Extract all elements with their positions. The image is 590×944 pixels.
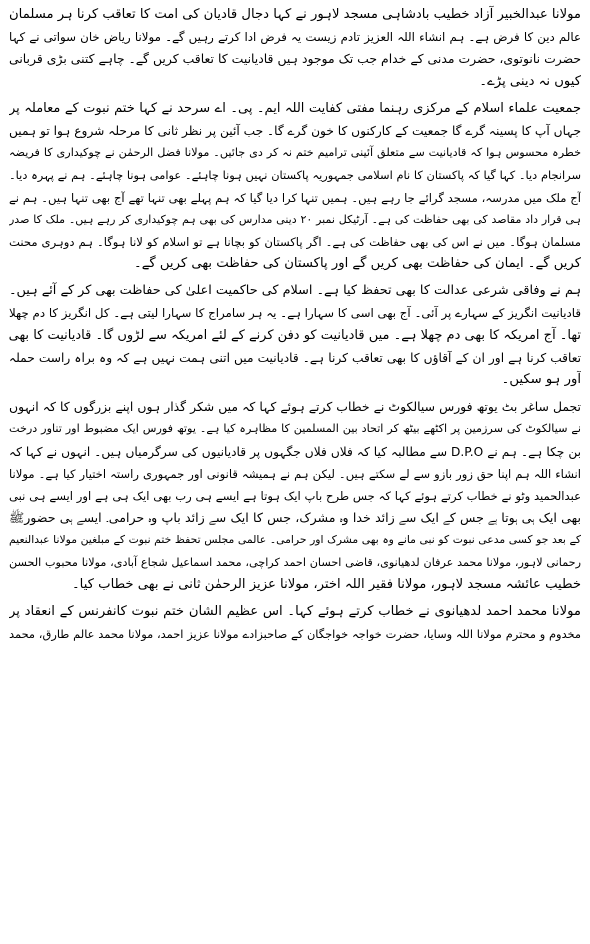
paragraph-abdul-khabir [9, 4, 581, 93]
text-line: حضرت نانوتوی، حضرت مدنی کے خدام جب تک موجود ہیں قادیانیت کا تعاقب کریں گے۔ چاہے کتنی بڑی قربانی [9, 51, 581, 67]
text-line: آور ہو سکیں۔ [501, 372, 581, 387]
text-line: خطرہ محسوس ہوا کہ قادیانیت سے متعلق آئینی ترامیم ختم نہ کر دی جائیں۔ مولانا فضل الرحمٰن نے چوکیداری کا فریضہ [9, 146, 581, 160]
text-line: مسلمان ہوگا۔ میں نے اس کی بھی حفاظت کی ہے۔ اگر پاکستان کو بچانا ہے تو اسلام کو لانا ہوگا۔ ہم دوہری محنت [9, 234, 581, 249]
text-line: مولانا عبدالخبیر آزاد خطیب بادشاہی مسجد لاہور نے کہا دجال قادیان کی امت کا تعاقب کرنا ہر مسلمان [9, 7, 581, 22]
text-line: سرانجام دیا۔ کہا گیا کہ پاکستان کا نام اسلامی جمہوریہ پاکستان نہیں ہونا چاہئے۔ عوامی ہونا چاہئے۔ ہم نے پہرہ دیا۔ [9, 168, 581, 183]
paragraph-shariat-court [9, 280, 581, 391]
text-line: عبدالحمید وٹو نے خطاب کرتے ہوئے کہا کہ جس طرح باپ ایک ہوتا ہے ایسے ہی رب بھی ایک ہی ہے اور ایسے ہی نبی [9, 488, 581, 503]
text-line: ہم نے وفاقی شرعی عدالت کا بھی تحفظ کیا ہے۔ اسلام کی حاکمیت اعلیٰ کی حفاظت بھی کر کے آئے ہیں۔ [9, 283, 581, 299]
text-line: کریں گے۔ ایمان کی حفاظت بھی کریں گے اور پاکستان کی حفاظت بھی کریں گے۔ [133, 256, 581, 272]
text-line: نے سیالکوٹ کی سرزمین پر اکٹھے بیٹھ کر اتحاد بین المسلمین کا مظاہرہ کیا ہے۔ یوتھ فورس ایک مضبوط اور تناور درخت [9, 422, 581, 436]
text-line: انشاء اللہ ہم اپنا حق زور بازو سے لے سکتے ہیں۔ لیکن ہم نے ہمیشہ قانونی اور جمہوری راستہ اختیار کیا ہے۔ مولانا [9, 466, 581, 481]
text-line: تھا۔ آج امریکہ کا بھی دم چھلا ہے۔ میں قادیانیت کو دفن کرنے کے لئے امریکہ سے لڑوں گا۔ قادیانیت کا بھی [9, 327, 581, 343]
text-line: بن چکا ہے۔ ہم نے D.P.O سے مطالبہ کیا کہ فلاں فلاں جگہوں پر قادیانیوں کی سرگرمیاں ہیں۔ انہوں نے کہا کہ [9, 444, 581, 459]
text-line: مخدوم و محترم مولانا اللہ وسایا، حضرت خواجہ خواجگان کے صاحبزادے مولانا عزیز احمد، مولانا محمد عالم طارق، محمد [9, 627, 581, 642]
text-line: رحمانی لاہور، مولانا محمد عرفان لدھیانوی، قاضی احسان احمد کراچی، محمد اسماعیل شجاع آبادی، مولانا محبوب الحسن [9, 555, 581, 569]
text-line: کیوں نہ دینی پڑے۔ [479, 73, 581, 89]
text-line: تعاقب کرنا ہے اور ان کے آقاؤں کا بھی تعاقب کرنا ہے۔ قادیانیت میں اتنی ہمت نہیں ہے کہ وہ براہ راست حملہ [9, 350, 581, 365]
text-line: قادیانیت انگریز کے سہارے پر آئی۔ آج بھی اسی کا سہارا ہے۔ یہ ہر سامراج کا سہارا لیتی ہے۔ کل انگریز کا دم چھلا [9, 306, 581, 321]
text-line: خطیب عائشہ مسجد لاہور، مولانا فقیر اللہ اختر، مولانا عزیز الرحمٰن ثانی نے بھی خطاب کیا۔ [71, 576, 581, 592]
text-line: بھی ایک ہی ہوتا ہے جس کے ایک سے زائد خدا وہ مشرک، جس کا ایک سے زائد باپ وہ حرامی۔ ایسے ہی حضورﷺ [9, 510, 581, 526]
text-line: جہاں آپ کا پسینہ گرے گا جمعیت کے کارکنوں کا خون گرے گا۔ جب آئین پر نظر ثانی کا مرحلہ شروع ہوا تو ہمیں [9, 123, 581, 138]
text-line: جمعیت علماء اسلام کے مرکزی رہنما مفتی کفایت اللہ ایم۔ پی۔ اے سرحد نے کہا ختم نبوت کے معاملہ پر [9, 100, 581, 116]
paragraph-ahmad-ludhianvi [9, 601, 581, 645]
text-line: کے بعد جو کسی مدعی نبوت کو نبی مانے وہ بھی مشرک اور حرامی۔ عالمی مجلس تحفظ ختم نبوت کے مبلغین مولانا عبدالنعیم [9, 533, 581, 547]
paragraph-mufti-kifayatullah [9, 98, 581, 276]
text-line: ہی قرار داد مقاصد کی بھی حفاظت کی ہے۔ آرٹیکل نمبر ۲۰ دینی مدارس کی بھی ہم چوکیداری کر رہے ہیں۔ ملک کا صدر [9, 212, 581, 226]
text-line: تجمل ساغر بٹ یوتھ فورس سیالکوٹ نے خطاب کرتے ہوئے کہا کہ میں شکر گذار ہوں اپنے بزرگوں کا کہ انہوں [9, 399, 581, 415]
paragraph-youth-force [9, 396, 581, 596]
text-line: مولانا محمد احمد لدھیانوی نے خطاب کرتے ہوئے کہا۔ اس عظیم الشان ختم نبوت کانفرنس کے انعقاد پر [9, 603, 581, 619]
text-line: عالم دین کا فرض ہے۔ ہم انشاء اللہ العزیز تادم زیست یہ فرض ادا کرتے رہیں گے۔ مولانا ریاض خان سواتی نے کہا [9, 30, 581, 45]
text-line: آج ملک میں مدرسہ، مسجد گرائے جا رہے ہیں۔ ہمیں تنہا کرا دیا گیا کہ ہم پہلے بھی تنہا تھے آج بھی تنہا ہیں۔ ہم نے [9, 190, 581, 205]
